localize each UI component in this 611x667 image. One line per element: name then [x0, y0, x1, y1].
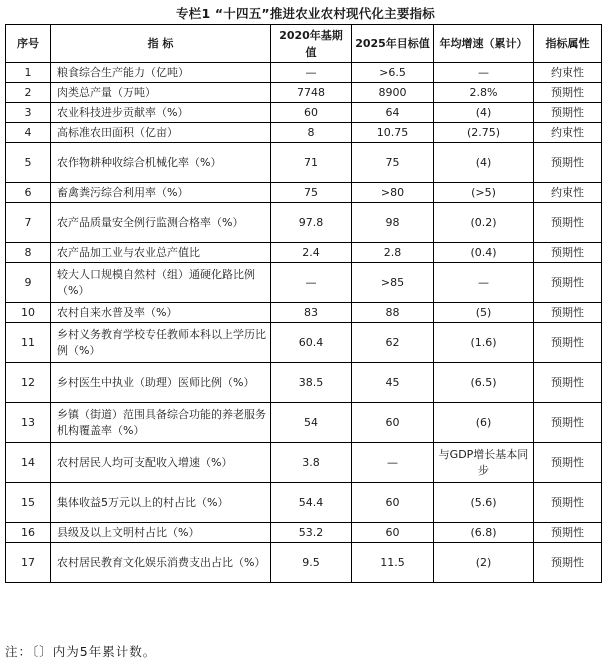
row-attribute: 预期性 [534, 403, 602, 443]
row-base-value: 9.5 [271, 543, 352, 583]
row-growth-value: (2.75) [434, 123, 534, 143]
row-attribute: 预期性 [534, 243, 602, 263]
row-indicator-name: 农村居民人均可支配收入增速（%） [51, 443, 271, 483]
row-seq: 7 [6, 203, 51, 243]
row-growth-value: 2.8% [434, 83, 534, 103]
table-title: 专栏1 “十四五”推进农业农村现代化主要指标 [176, 6, 435, 21]
row-seq: 1 [6, 63, 51, 83]
table-row [6, 263, 602, 303]
row-attribute: 预期性 [534, 543, 602, 583]
row-growth-value: — [434, 63, 534, 83]
row-base-value: 71 [271, 143, 352, 183]
table-row [6, 543, 602, 583]
row-target-value: 60 [352, 523, 434, 543]
row-attribute: 预期性 [534, 443, 602, 483]
row-indicator-name: 乡村义务教育学校专任教师本科以上学历比例（%） [51, 323, 271, 363]
row-seq: 13 [6, 403, 51, 443]
row-target-value: 75 [352, 143, 434, 183]
row-indicator-name: 农村自来水普及率（%） [51, 303, 271, 323]
row-growth-value: — [434, 263, 534, 303]
row-seq: 5 [6, 143, 51, 183]
row-base-value: 7748 [271, 83, 352, 103]
row-target-value: 98 [352, 203, 434, 243]
row-seq: 6 [6, 183, 51, 203]
row-attribute: 约束性 [534, 123, 602, 143]
row-indicator-name: 农村居民教育文化娱乐消费支出占比（%） [51, 543, 271, 583]
row-attribute: 约束性 [534, 63, 602, 83]
row-indicator-name: 肉类总产量（万吨） [51, 83, 271, 103]
row-target-value: 64 [352, 103, 434, 123]
table-row [6, 63, 602, 83]
header-base: 2020年基期值 [271, 25, 352, 63]
row-base-value: 75 [271, 183, 352, 203]
row-target-value: 60 [352, 403, 434, 443]
row-target-value: 88 [352, 303, 434, 323]
row-target-value: 60 [352, 483, 434, 523]
row-indicator-name: 农业科技进步贡献率（%） [51, 103, 271, 123]
row-target-value: 10.75 [352, 123, 434, 143]
row-base-value: 2.4 [271, 243, 352, 263]
row-base-value: — [271, 263, 352, 303]
table-row [6, 403, 602, 443]
table-row [6, 123, 602, 143]
row-target-value: >80 [352, 183, 434, 203]
row-target-value: 62 [352, 323, 434, 363]
row-indicator-name: 县级及以上文明村占比（%） [51, 523, 271, 543]
table-row [6, 443, 602, 483]
row-growth-value: (6.5) [434, 363, 534, 403]
row-growth-value: (0.4) [434, 243, 534, 263]
row-growth-value: (4) [434, 143, 534, 183]
indicator-table [5, 24, 602, 583]
row-growth-value: (6.8) [434, 523, 534, 543]
row-indicator-name: 畜禽粪污综合利用率（%） [51, 183, 271, 203]
row-seq: 15 [6, 483, 51, 523]
row-seq: 12 [6, 363, 51, 403]
table-row [6, 303, 602, 323]
row-seq: 8 [6, 243, 51, 263]
row-attribute: 预期性 [534, 83, 602, 103]
row-seq: 3 [6, 103, 51, 123]
row-base-value: 60 [271, 103, 352, 123]
footnote: 注：〔〕内为5年累计数。 [5, 644, 157, 659]
header-growth: 年均增速（累计） [434, 25, 534, 63]
row-base-value: 38.5 [271, 363, 352, 403]
row-target-value: 2.8 [352, 243, 434, 263]
row-attribute: 预期性 [534, 523, 602, 543]
header-indicator: 指 标 [51, 25, 271, 63]
row-growth-value: (0.2) [434, 203, 534, 243]
row-indicator-name: 较大人口规模自然村（组）通硬化路比例（%） [51, 263, 271, 303]
header-attr: 指标属性 [534, 25, 602, 63]
table-row [6, 483, 602, 523]
row-growth-value: (6) [434, 403, 534, 443]
row-growth-value: (1.6) [434, 323, 534, 363]
row-indicator-name: 高标准农田面积（亿亩） [51, 123, 271, 143]
row-indicator-name: 粮食综合生产能力（亿吨） [51, 63, 271, 83]
row-indicator-name: 乡村医生中执业（助理）医师比例（%） [51, 363, 271, 403]
row-seq: 14 [6, 443, 51, 483]
table-row [6, 103, 602, 123]
row-target-value: 45 [352, 363, 434, 403]
row-attribute: 预期性 [534, 143, 602, 183]
row-indicator-name: 农产品质量安全例行监测合格率（%） [51, 203, 271, 243]
table-row [6, 203, 602, 243]
table-row [6, 183, 602, 203]
row-target-value: — [352, 443, 434, 483]
row-seq: 2 [6, 83, 51, 103]
row-target-value: >6.5 [352, 63, 434, 83]
row-growth-value: (4) [434, 103, 534, 123]
row-attribute: 预期性 [534, 203, 602, 243]
row-base-value: 54.4 [271, 483, 352, 523]
row-seq: 17 [6, 543, 51, 583]
row-attribute: 预期性 [534, 363, 602, 403]
row-growth-value: 与GDP增长基本同步 [434, 443, 534, 483]
table-row [6, 363, 602, 403]
header-row [6, 25, 602, 63]
header-seq: 序号 [6, 25, 51, 63]
row-indicator-name: 农作物耕种收综合机械化率（%） [51, 143, 271, 183]
table-row [6, 243, 602, 263]
row-indicator-name: 乡镇（街道）范围具备综合功能的养老服务机构覆盖率（%） [51, 403, 271, 443]
row-target-value: 11.5 [352, 543, 434, 583]
row-base-value: 8 [271, 123, 352, 143]
row-base-value: 83 [271, 303, 352, 323]
row-attribute: 预期性 [534, 263, 602, 303]
row-indicator-name: 集体收益5万元以上的村占比（%） [51, 483, 271, 523]
table-row [6, 143, 602, 183]
row-attribute: 预期性 [534, 483, 602, 523]
table-row [6, 523, 602, 543]
table-row [6, 323, 602, 363]
row-growth-value: (2) [434, 543, 534, 583]
row-base-value: 60.4 [271, 323, 352, 363]
row-seq: 4 [6, 123, 51, 143]
row-attribute: 预期性 [534, 323, 602, 363]
row-indicator-name: 农产品加工业与农业总产值比 [51, 243, 271, 263]
row-attribute: 预期性 [534, 103, 602, 123]
row-growth-value: (>5) [434, 183, 534, 203]
row-growth-value: (5) [434, 303, 534, 323]
header-target: 2025年目标值 [352, 25, 434, 63]
row-seq: 10 [6, 303, 51, 323]
row-target-value: 8900 [352, 83, 434, 103]
row-attribute: 预期性 [534, 303, 602, 323]
row-base-value: 53.2 [271, 523, 352, 543]
row-base-value: — [271, 63, 352, 83]
row-target-value: >85 [352, 263, 434, 303]
row-base-value: 3.8 [271, 443, 352, 483]
row-seq: 9 [6, 263, 51, 303]
row-attribute: 约束性 [534, 183, 602, 203]
table-row [6, 83, 602, 103]
row-base-value: 97.8 [271, 203, 352, 243]
row-base-value: 54 [271, 403, 352, 443]
row-growth-value: (5.6) [434, 483, 534, 523]
row-seq: 11 [6, 323, 51, 363]
row-seq: 16 [6, 523, 51, 543]
